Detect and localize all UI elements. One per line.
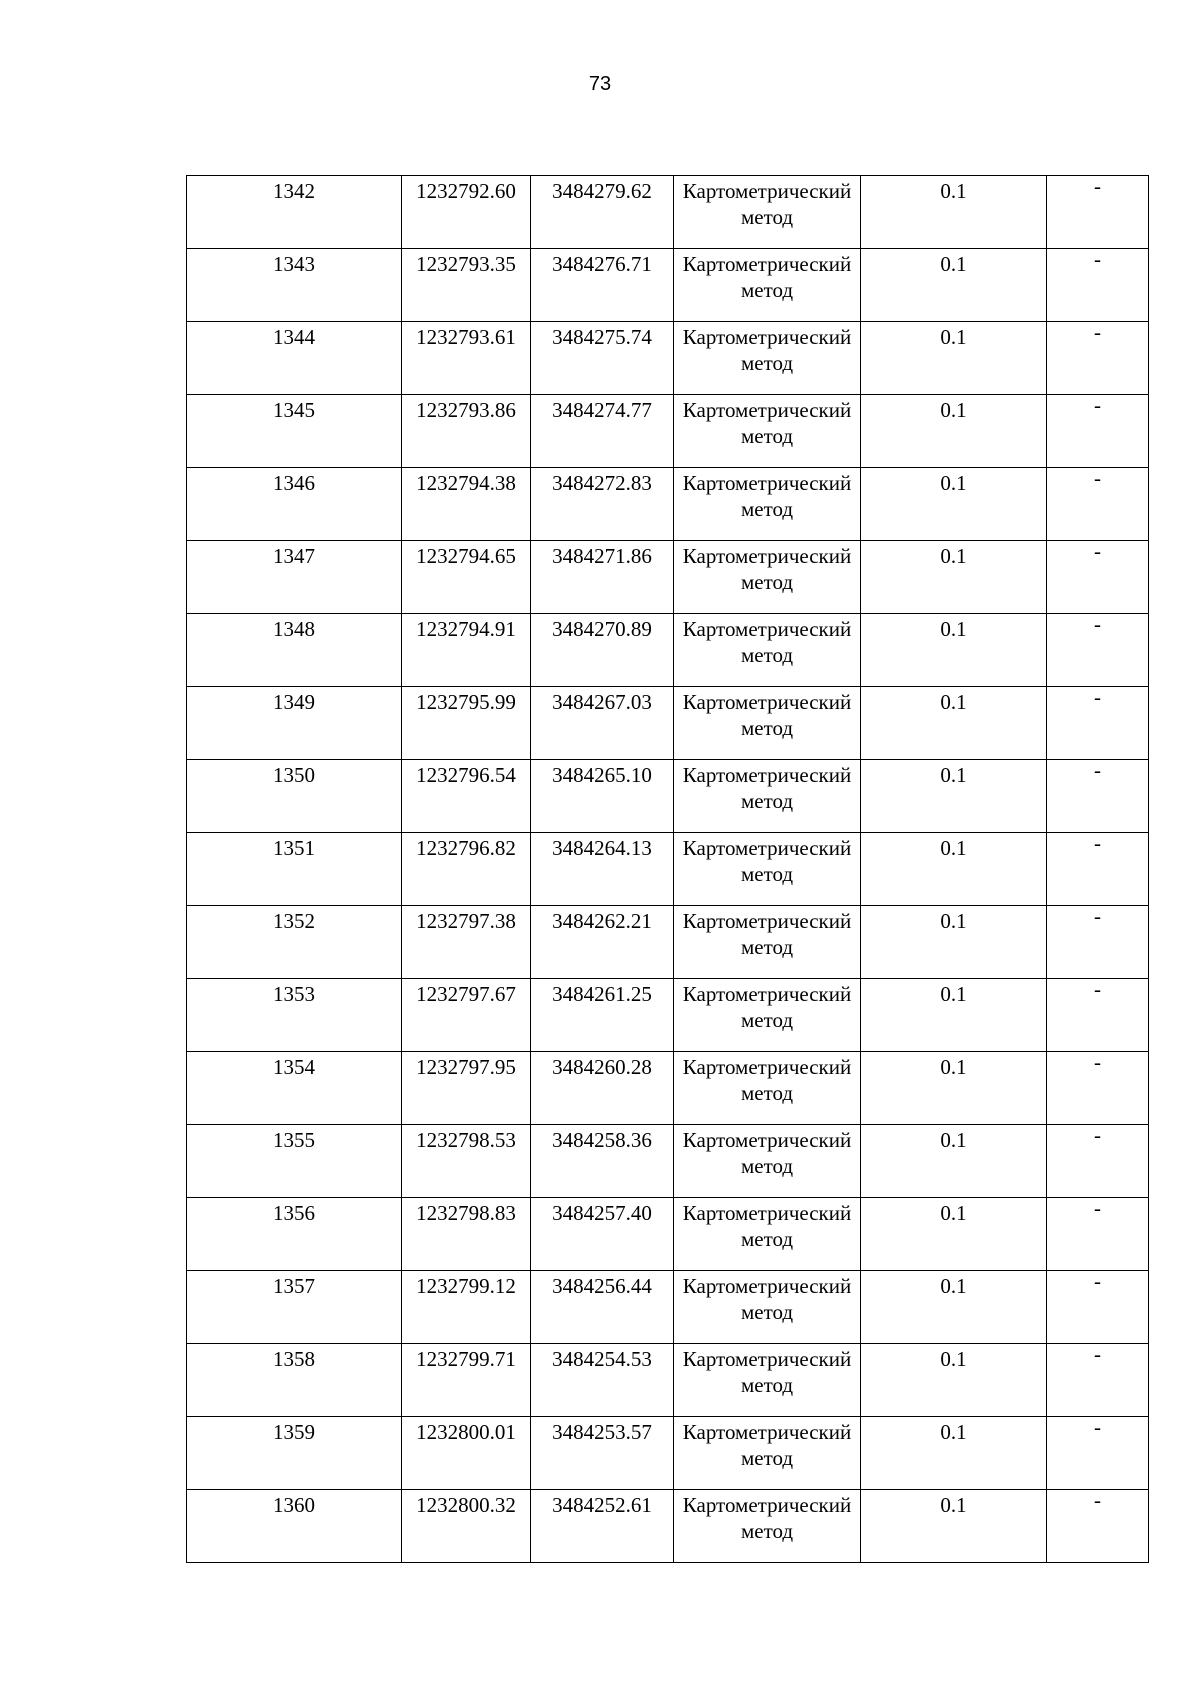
point-number-text: 1348 xyxy=(273,617,315,641)
note-text: - xyxy=(1094,977,1101,1001)
point-number-cell xyxy=(187,322,402,395)
point-number-cell xyxy=(187,541,402,614)
x-coordinate-cell xyxy=(402,1125,531,1198)
accuracy-text: 0.1 xyxy=(940,325,967,349)
table-row xyxy=(187,906,1149,979)
x-coordinate-cell xyxy=(402,1198,531,1271)
point-number-text: 1350 xyxy=(273,763,315,787)
point-number-text: 1354 xyxy=(273,1055,315,1079)
x-coordinate-cell xyxy=(402,760,531,833)
y-coordinate-cell xyxy=(531,1198,674,1271)
x-coordinate-cell xyxy=(402,1052,531,1125)
x-coordinate-cell xyxy=(402,541,531,614)
method-text: Картометрический метод xyxy=(682,544,852,594)
accuracy-cell xyxy=(861,541,1047,614)
accuracy-cell xyxy=(861,395,1047,468)
method-text: Картометрический метод xyxy=(682,1347,852,1397)
table-body xyxy=(187,176,1149,1563)
y-coordinate-cell xyxy=(531,541,674,614)
accuracy-text: 0.1 xyxy=(940,544,967,568)
table-row xyxy=(187,1198,1149,1271)
method-text: Картометрический метод xyxy=(682,1201,852,1251)
accuracy-cell xyxy=(861,979,1047,1052)
x-coordinate-cell xyxy=(402,322,531,395)
method-text: Картометрический метод xyxy=(682,1128,852,1178)
method-cell xyxy=(674,322,861,395)
point-number-cell xyxy=(187,614,402,687)
point-number-cell xyxy=(187,979,402,1052)
x-coordinate-text: 1232797.38 xyxy=(416,909,516,933)
note-text: - xyxy=(1094,393,1101,417)
accuracy-text: 0.1 xyxy=(940,398,967,422)
point-number-text: 1356 xyxy=(273,1201,315,1225)
y-coordinate-text: 3484261.25 xyxy=(552,982,652,1006)
method-text: Картометрический метод xyxy=(682,1055,852,1105)
x-coordinate-cell xyxy=(402,1271,531,1344)
point-number-cell xyxy=(187,468,402,541)
method-text: Картометрический метод xyxy=(682,982,852,1032)
method-text: Картометрический метод xyxy=(682,325,852,375)
table-row xyxy=(187,541,1149,614)
point-number-text: 1351 xyxy=(273,836,315,860)
table-row xyxy=(187,1125,1149,1198)
y-coordinate-cell xyxy=(531,1052,674,1125)
method-text: Картометрический метод xyxy=(682,909,852,959)
y-coordinate-text: 3484262.21 xyxy=(552,909,652,933)
method-text: Картометрический метод xyxy=(682,1420,852,1470)
y-coordinate-text: 3484258.36 xyxy=(552,1128,652,1152)
accuracy-cell xyxy=(861,833,1047,906)
table-row xyxy=(187,468,1149,541)
note-text: - xyxy=(1094,247,1101,271)
point-number-cell xyxy=(187,906,402,979)
note-text: - xyxy=(1094,1123,1101,1147)
note-cell xyxy=(1047,395,1149,468)
point-number-text: 1344 xyxy=(273,325,315,349)
y-coordinate-text: 3484267.03 xyxy=(552,690,652,714)
y-coordinate-text: 3484256.44 xyxy=(552,1274,652,1298)
table-row xyxy=(187,614,1149,687)
x-coordinate-cell xyxy=(402,687,531,760)
y-coordinate-cell xyxy=(531,760,674,833)
table-row xyxy=(187,687,1149,760)
point-number-text: 1347 xyxy=(273,544,315,568)
point-number-text: 1359 xyxy=(273,1420,315,1444)
accuracy-cell xyxy=(861,906,1047,979)
table-row xyxy=(187,1490,1149,1563)
point-number-cell xyxy=(187,1271,402,1344)
y-coordinate-text: 3484265.10 xyxy=(552,763,652,787)
method-cell xyxy=(674,760,861,833)
point-number-cell xyxy=(187,395,402,468)
x-coordinate-text: 1232796.54 xyxy=(416,763,516,787)
y-coordinate-cell xyxy=(531,322,674,395)
x-coordinate-cell xyxy=(402,906,531,979)
x-coordinate-cell xyxy=(402,614,531,687)
coordinates-table xyxy=(186,175,1149,1563)
x-coordinate-cell xyxy=(402,395,531,468)
table-row xyxy=(187,833,1149,906)
method-cell xyxy=(674,1271,861,1344)
accuracy-text: 0.1 xyxy=(940,252,967,276)
y-coordinate-text: 3484253.57 xyxy=(552,1420,652,1444)
note-cell xyxy=(1047,468,1149,541)
method-cell xyxy=(674,833,861,906)
x-coordinate-text: 1232796.82 xyxy=(416,836,516,860)
note-text: - xyxy=(1094,1488,1101,1512)
x-coordinate-cell xyxy=(402,1417,531,1490)
point-number-text: 1355 xyxy=(273,1128,315,1152)
point-number-cell xyxy=(187,1344,402,1417)
point-number-text: 1346 xyxy=(273,471,315,495)
accuracy-text: 0.1 xyxy=(940,1055,967,1079)
note-cell xyxy=(1047,249,1149,322)
point-number-cell xyxy=(187,1052,402,1125)
method-cell xyxy=(674,979,861,1052)
note-cell xyxy=(1047,979,1149,1052)
x-coordinate-text: 1232792.60 xyxy=(416,179,516,203)
note-cell xyxy=(1047,541,1149,614)
x-coordinate-text: 1232798.53 xyxy=(416,1128,516,1152)
x-coordinate-cell xyxy=(402,1490,531,1563)
note-text: - xyxy=(1094,174,1101,198)
point-number-cell xyxy=(187,833,402,906)
y-coordinate-text: 3484271.86 xyxy=(552,544,652,568)
note-cell xyxy=(1047,1198,1149,1271)
point-number-cell xyxy=(187,1417,402,1490)
accuracy-cell xyxy=(861,468,1047,541)
x-coordinate-cell xyxy=(402,249,531,322)
note-text: - xyxy=(1094,466,1101,490)
y-coordinate-cell xyxy=(531,833,674,906)
accuracy-cell xyxy=(861,1271,1047,1344)
table-row xyxy=(187,322,1149,395)
accuracy-text: 0.1 xyxy=(940,1128,967,1152)
accuracy-cell xyxy=(861,1198,1047,1271)
point-number-text: 1358 xyxy=(273,1347,315,1371)
note-text: - xyxy=(1094,904,1101,928)
point-number-text: 1352 xyxy=(273,909,315,933)
table-row xyxy=(187,760,1149,833)
table-row xyxy=(187,1417,1149,1490)
point-number-text: 1349 xyxy=(273,690,315,714)
accuracy-cell xyxy=(861,249,1047,322)
note-text: - xyxy=(1094,758,1101,782)
table-row xyxy=(187,176,1149,249)
point-number-cell xyxy=(187,687,402,760)
x-coordinate-text: 1232794.91 xyxy=(416,617,516,641)
note-text: - xyxy=(1094,1050,1101,1074)
table-row xyxy=(187,395,1149,468)
point-number-cell xyxy=(187,1198,402,1271)
x-coordinate-text: 1232793.61 xyxy=(416,325,516,349)
note-text: - xyxy=(1094,831,1101,855)
y-coordinate-text: 3484270.89 xyxy=(552,617,652,641)
y-coordinate-cell xyxy=(531,176,674,249)
point-number-cell xyxy=(187,1490,402,1563)
point-number-cell xyxy=(187,1125,402,1198)
y-coordinate-text: 3484272.83 xyxy=(552,471,652,495)
y-coordinate-cell xyxy=(531,468,674,541)
x-coordinate-text: 1232795.99 xyxy=(416,690,516,714)
point-number-text: 1353 xyxy=(273,982,315,1006)
point-number-cell xyxy=(187,176,402,249)
note-cell xyxy=(1047,176,1149,249)
x-coordinate-cell xyxy=(402,979,531,1052)
table-row xyxy=(187,1271,1149,1344)
x-coordinate-text: 1232798.83 xyxy=(416,1201,516,1225)
method-cell xyxy=(674,687,861,760)
method-cell xyxy=(674,1052,861,1125)
y-coordinate-text: 3484279.62 xyxy=(552,179,652,203)
accuracy-text: 0.1 xyxy=(940,909,967,933)
y-coordinate-text: 3484260.28 xyxy=(552,1055,652,1079)
y-coordinate-cell xyxy=(531,249,674,322)
method-cell xyxy=(674,1125,861,1198)
accuracy-cell xyxy=(861,614,1047,687)
table-row xyxy=(187,1344,1149,1417)
accuracy-text: 0.1 xyxy=(940,1347,967,1371)
accuracy-text: 0.1 xyxy=(940,1201,967,1225)
note-cell xyxy=(1047,1125,1149,1198)
y-coordinate-cell xyxy=(531,979,674,1052)
y-coordinate-cell xyxy=(531,1490,674,1563)
method-cell xyxy=(674,1344,861,1417)
method-cell xyxy=(674,249,861,322)
table-row xyxy=(187,979,1149,1052)
page-number: 73 xyxy=(588,73,612,95)
y-coordinate-text: 3484254.53 xyxy=(552,1347,652,1371)
accuracy-text: 0.1 xyxy=(940,836,967,860)
method-cell xyxy=(674,1417,861,1490)
x-coordinate-text: 1232800.01 xyxy=(416,1420,516,1444)
point-number-text: 1342 xyxy=(273,179,315,203)
point-number-text: 1343 xyxy=(273,252,315,276)
method-cell xyxy=(674,906,861,979)
y-coordinate-text: 3484264.13 xyxy=(552,836,652,860)
y-coordinate-cell xyxy=(531,1271,674,1344)
method-text: Картометрический метод xyxy=(682,179,852,229)
method-text: Картометрический метод xyxy=(682,252,852,302)
y-coordinate-text: 3484276.71 xyxy=(552,252,652,276)
accuracy-cell xyxy=(861,1125,1047,1198)
x-coordinate-text: 1232794.38 xyxy=(416,471,516,495)
accuracy-text: 0.1 xyxy=(940,617,967,641)
point-number-text: 1360 xyxy=(273,1493,315,1517)
x-coordinate-cell xyxy=(402,1344,531,1417)
accuracy-text: 0.1 xyxy=(940,1493,967,1517)
method-text: Картометрический метод xyxy=(682,1493,852,1543)
accuracy-cell xyxy=(861,687,1047,760)
method-text: Картометрический метод xyxy=(682,836,852,886)
note-cell xyxy=(1047,1490,1149,1563)
accuracy-cell xyxy=(861,1417,1047,1490)
y-coordinate-text: 3484274.77 xyxy=(552,398,652,422)
point-number-text: 1345 xyxy=(273,398,315,422)
method-cell xyxy=(674,395,861,468)
method-text: Картометрический метод xyxy=(682,690,852,740)
x-coordinate-cell xyxy=(402,468,531,541)
note-text: - xyxy=(1094,1196,1101,1220)
note-cell xyxy=(1047,322,1149,395)
method-text: Картометрический метод xyxy=(682,398,852,448)
accuracy-text: 0.1 xyxy=(940,982,967,1006)
accuracy-text: 0.1 xyxy=(940,763,967,787)
accuracy-cell xyxy=(861,760,1047,833)
accuracy-cell xyxy=(861,1490,1047,1563)
method-text: Картометрический метод xyxy=(682,471,852,521)
note-cell xyxy=(1047,614,1149,687)
y-coordinate-cell xyxy=(531,1344,674,1417)
note-text: - xyxy=(1094,1342,1101,1366)
y-coordinate-text: 3484257.40 xyxy=(552,1201,652,1225)
note-cell xyxy=(1047,833,1149,906)
accuracy-cell xyxy=(861,176,1047,249)
x-coordinate-text: 1232797.95 xyxy=(416,1055,516,1079)
x-coordinate-text: 1232793.35 xyxy=(416,252,516,276)
accuracy-text: 0.1 xyxy=(940,471,967,495)
accuracy-cell xyxy=(861,322,1047,395)
note-cell xyxy=(1047,1344,1149,1417)
method-cell xyxy=(674,468,861,541)
note-text: - xyxy=(1094,320,1101,344)
method-text: Картометрический метод xyxy=(682,617,852,667)
method-cell xyxy=(674,614,861,687)
x-coordinate-cell xyxy=(402,833,531,906)
note-text: - xyxy=(1094,612,1101,636)
x-coordinate-text: 1232799.71 xyxy=(416,1347,516,1371)
method-text: Картометрический метод xyxy=(682,763,852,813)
note-cell xyxy=(1047,760,1149,833)
accuracy-text: 0.1 xyxy=(940,179,967,203)
method-cell xyxy=(674,1490,861,1563)
y-coordinate-cell xyxy=(531,1417,674,1490)
table-row xyxy=(187,1052,1149,1125)
note-cell xyxy=(1047,1271,1149,1344)
note-cell xyxy=(1047,906,1149,979)
method-cell xyxy=(674,1198,861,1271)
y-coordinate-text: 3484275.74 xyxy=(552,325,652,349)
x-coordinate-text: 1232799.12 xyxy=(416,1274,516,1298)
y-coordinate-cell xyxy=(531,614,674,687)
x-coordinate-cell xyxy=(402,176,531,249)
y-coordinate-cell xyxy=(531,1125,674,1198)
method-cell xyxy=(674,541,861,614)
method-text: Картометрический метод xyxy=(682,1274,852,1324)
method-cell xyxy=(674,176,861,249)
y-coordinate-cell xyxy=(531,687,674,760)
note-text: - xyxy=(1094,685,1101,709)
x-coordinate-text: 1232797.67 xyxy=(416,982,516,1006)
accuracy-text: 0.1 xyxy=(940,690,967,714)
note-text: - xyxy=(1094,539,1101,563)
x-coordinate-text: 1232794.65 xyxy=(416,544,516,568)
y-coordinate-cell xyxy=(531,395,674,468)
y-coordinate-text: 3484252.61 xyxy=(552,1493,652,1517)
accuracy-cell xyxy=(861,1052,1047,1125)
x-coordinate-text: 1232793.86 xyxy=(416,398,516,422)
accuracy-cell xyxy=(861,1344,1047,1417)
note-cell xyxy=(1047,1052,1149,1125)
accuracy-text: 0.1 xyxy=(940,1420,967,1444)
note-text: - xyxy=(1094,1269,1101,1293)
accuracy-text: 0.1 xyxy=(940,1274,967,1298)
point-number-text: 1357 xyxy=(273,1274,315,1298)
point-number-cell xyxy=(187,249,402,322)
note-text: - xyxy=(1094,1415,1101,1439)
point-number-cell xyxy=(187,760,402,833)
y-coordinate-cell xyxy=(531,906,674,979)
note-cell xyxy=(1047,687,1149,760)
table-row xyxy=(187,249,1149,322)
note-cell xyxy=(1047,1417,1149,1490)
x-coordinate-text: 1232800.32 xyxy=(416,1493,516,1517)
